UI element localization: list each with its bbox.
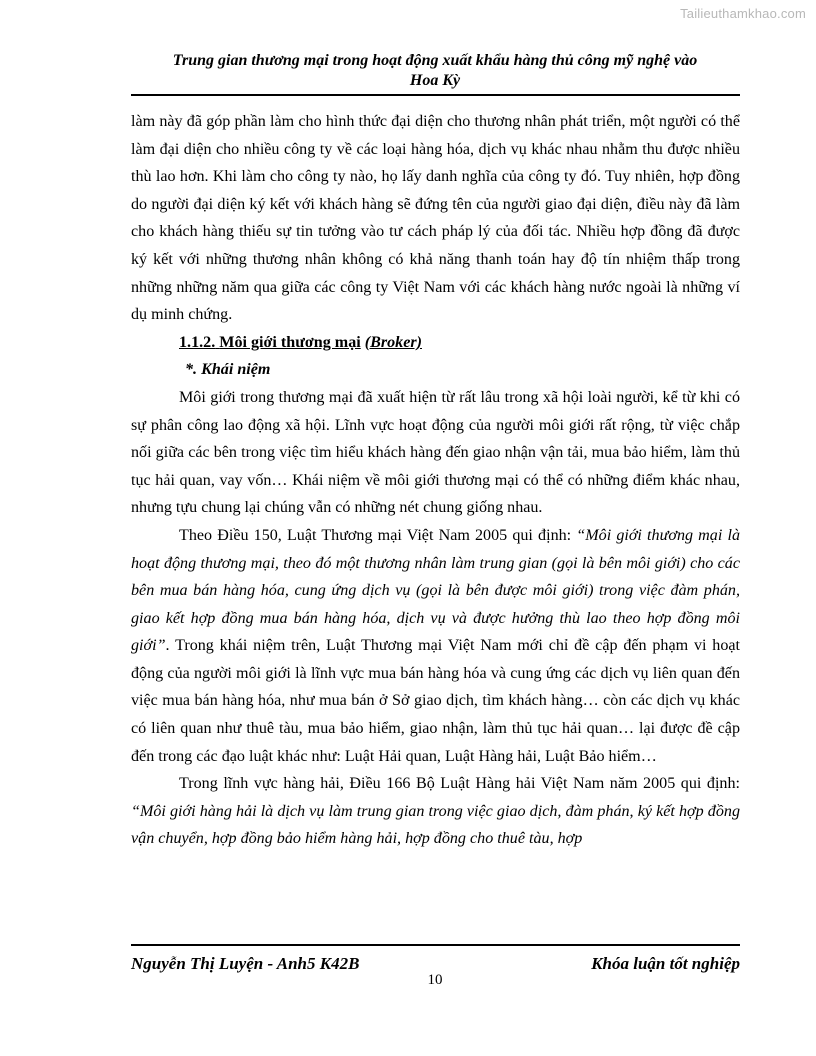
subsection-heading: *. Khái niệm bbox=[185, 361, 271, 379]
paragraph-continuation: làm này đã góp phần làm cho hình thức đại diện cho thương nhân phát triển, một người có thể làm đại diện cho nhiều công ty về các loại hàng hóa, dịch vụ khác nhau nhằm thu được nhiều thù lao hơn. Khi làm cho công ty nào, họ lấy danh nghĩa của công ty đó. Tuy nhiên, hợp đồng do người đại diện ký kết với khách hàng sẽ đứng tên của người giao đại diện, điều này đã làm cho khách hàng thiếu sự tin tưởng vào tư cách pháp lý của đối tác. Nhiều hợp đồng đã được ký kết với những thương nhân không có khả năng thanh toán hay độ tín nhiệm thấp trong những những năm qua giữa các công ty Việt Nam với các khách hàng nước ngoài là những ví dụ minh chứng. bbox=[131, 113, 740, 324]
paragraph-definition-intro: Môi giới trong thương mại đã xuất hiện từ rất lâu trong xã hội loài người, kể từ khi có sự phân công lao động xã hội. Lĩnh vực hoạt động của người môi giới rất rộng, từ việc chắp nối giữa các bên trong việc tìm hiểu khách hàng đến giao nhận vận tải, mua bảo hiểm, làm thủ tục hải quan, vay vốn… Khái niệm về môi giới thương mại có thể có những điểm khác nhau, nhưng tựu chung lại chúng vẫn có những nét chung giống nhau. bbox=[131, 388, 740, 517]
section-number: 1.1.2. bbox=[179, 333, 216, 351]
law-citation-intro: Theo Điều 150, Luật Thương mại Việt Nam 2005 qui định: bbox=[179, 526, 577, 544]
header-divider bbox=[131, 94, 740, 96]
section-title-english: (Broker) bbox=[364, 333, 422, 351]
section-heading bbox=[131, 329, 740, 357]
section-title: Môi giới thương mại bbox=[219, 333, 361, 351]
page-header-title bbox=[130, 51, 740, 91]
footer-author: Nguyễn Thị Luyện - Anh5 K42B bbox=[131, 954, 360, 973]
header-title-line-2: Hoa Kỳ bbox=[409, 72, 461, 89]
watermark: Tailieuthamkhao.com bbox=[680, 6, 806, 21]
page-number: 10 bbox=[427, 972, 443, 988]
law-commentary: . Trong khái niệm trên, Luật Thương mại Việt Nam mới chỉ đề cập đến phạm vi hoạt động của người môi giới là lĩnh vực mua bán hàng hóa và cung ứng các dịch vụ liên quan đến việc mua bán hàng hóa, như mua bán ở Sở giao dịch, tìm khách hàng… còn các dịch vụ khác có liên quan như thuê tàu, mua bảo hiểm, giao nhận, làm thủ tục hải quan… lại được đề cập đến trong các đạo luật khác như: Luật Hải quan, Luật Hàng hải, Luật Bảo hiểm… bbox=[131, 637, 740, 765]
header-title-line-1: Trung gian thương mại trong hoạt động xuất khẩu hàng thủ công mỹ nghệ vào bbox=[172, 52, 698, 69]
footer-divider bbox=[131, 944, 740, 946]
paragraph-commercial-law bbox=[131, 522, 740, 770]
maritime-quote: “Môi giới hàng hải là dịch vụ làm trung gian trong việc giao dịch, đàm phán, ký kết hợp đồng vận chuyển, hợp đồng bảo hiểm hàng hải, hợp đồng cho thuê tàu, hợp bbox=[131, 802, 740, 848]
paragraph-maritime-law bbox=[131, 770, 740, 853]
document-body bbox=[131, 108, 740, 853]
footer-document-type: Khóa luận tốt nghiệp bbox=[591, 954, 740, 973]
maritime-citation-intro: Trong lĩnh vực hàng hải, Điều 166 Bộ Luật Hàng hải Việt Nam năm 2005 qui định: bbox=[179, 775, 740, 793]
law-quote: “Môi giới thương mại là hoạt động thương mại, theo đó một thương nhân làm trung gian (gọi là bên môi giới) cho các bên mua bán hàng hóa, cung ứng dịch vụ (gọi là bên được môi giới) trong việc đàm phán, giao kết hợp đồng mua bán hàng hóa, dịch vụ và được hưởng thù lao theo hợp đồng môi giới” bbox=[131, 526, 740, 655]
